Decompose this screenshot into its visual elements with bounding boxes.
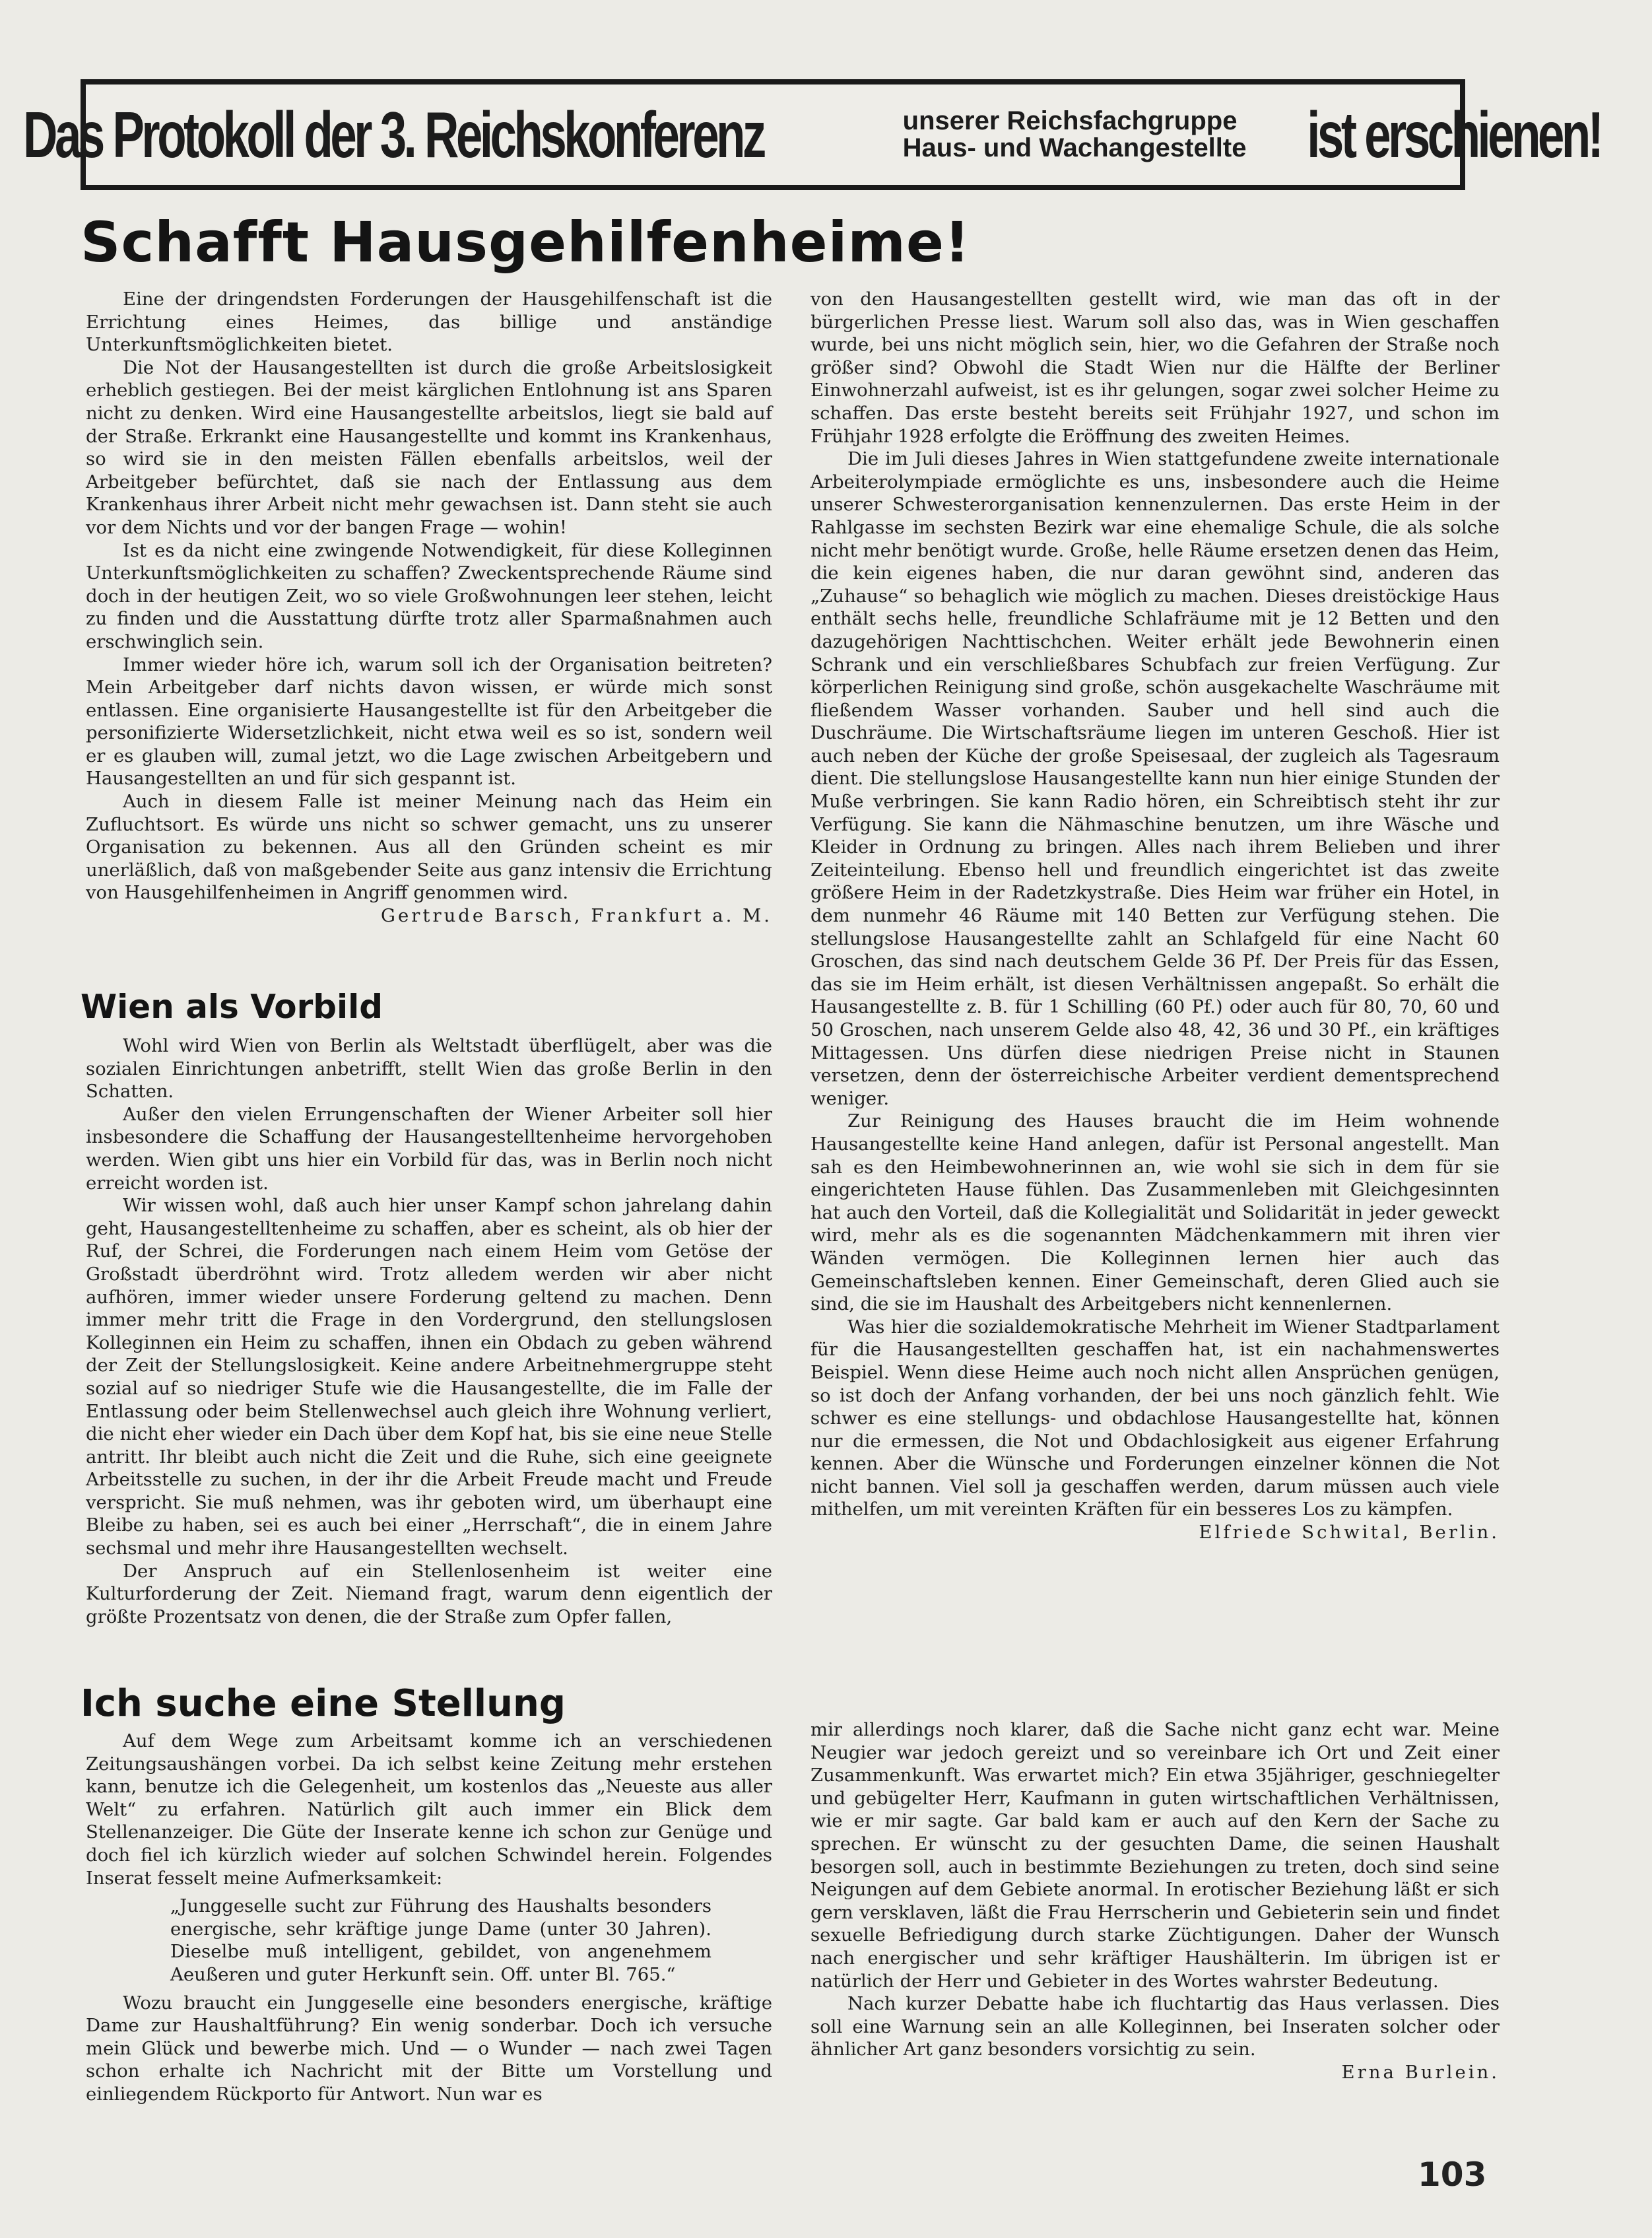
article2-body-right <box>810 288 1500 1544</box>
paragraph: Nach kurzer Debatte habe ich fluchtartig das Haus verlassen. Dies soll eine Warnung sein an alle Kolleginnen, bei Inseraten solcher oder ähnlicher Art ganz besonders vorsichtig zu sein. <box>810 1993 1500 2060</box>
paragraph: Auf dem Wege zum Arbeitsamt komme ich an verschiedenen Zeitungsaushängen vorbei. Da ich selbst keine Zeitung mehr erstehen kann, benutze ich die Gelegenheit, um kostenlos das „Neueste aus aller Welt“ zu erfahren. Natürlich gilt auch immer ein Blick dem Stellenanzeiger. Die Güte der Inserate kenne ich schon zur Genüge und doch fiel ich kürzlich wieder auf solchen Schwindel herein. Folgendes Inserat fesselt meine Aufmerksamkeit: <box>86 1730 772 1889</box>
paragraph: Der Anspruch auf ein Stellenlosenheim ist weiter eine Kulturforderung der Zeit. Niemand fragt, warum denn eigentlich der größte Prozentsatz von denen, die der Straße zum Opfer fallen, <box>86 1560 772 1627</box>
paragraph: Ist es da nicht eine zwingende Notwendigkeit, für diese Kolleginnen Unterkunftsmöglichkeiten zu schaffen? Zweckentsprechende Räume sind doch in der heutigen Zeit, wo so viele Großwohnungen leer stehen, leicht zu finden und die Ausstattung dürfte trotz aller Sparmaßnahmen auch erschwinglich sein. <box>86 539 772 652</box>
article3-title: Ich suche eine Stellung <box>81 1682 566 1725</box>
paragraph: Die im Juli dieses Jahres in Wien stattgefundene zweite internationale Arbeiterolympiade ermöglichte es uns, insbesondere auch die Heime unserer Schwesterorganisation kennenzulernen. Das erste Heim in der Rahlgasse im sechsten Bezirk war eine ehemalige Schule, die als solche nicht mehr benötigt wurde. Große, helle Räume ersetzen denen das Heim, die kein eigenes haben, die nur daran gewöhnt sind, anderen das „Zuhause“ so behaglich wie möglich zu machen. Dieses dreistöckige Haus enthält sechs helle, freundliche Schlafräume mit je 12 Betten und den dazugehörigen Nachttischchen. Weiter erhält jede Bewohnerin einen Schrank und ein verschließbares Schubfach zur freien Verfügung. Zur körperlichen Reinigung sind große, schön ausgekachelte Waschräume mit fließendem Wasser vorhanden. Sauber und hell sind auch die Duschräume. Die Wirtschaftsräume liegen im unteren Geschoß. Hier ist auch neben der Küche der große Speisesaal, der zugleich als Tagesraum dient. Die stellungslose Hausangestellte kann nun hier einige Stunden der Muße verbringen. Sie kann Radio hören, ein Schreibtisch steht ihr zur Verfügung. Sie kann die Nähmaschine benutzen, um ihre Wäsche und Kleider in Ordnung zu bringen. Alles nach ihrem Belieben und ihrer Zeiteinteilung. Ebenso hell und freundlich eingerichtet ist das zweite größere Heim in der Radetzkystraße. Dies Heim war früher ein Hotel, in dem nunmehr 46 Räume mit 140 Betten zur Verfügung stehen. Die stellungslose Hausangestellte zahlt an Schlafgeld für eine Nacht 60 Groschen, das sind nach deutschem Gelde 36 Pf. Der Preis für das Essen, das sie im Heim erhält, ist diesen Verhältnissen angepaßt. So erhält die Hausangestellte z. B. für 1 Schilling (60 Pf.) oder auch für 80, 70, 60 und 50 Groschen, nach unserem Gelde also 48, 42, 36 und 30 Pf., ein kräftiges Mittagessen. Uns dürfen diese niedrigen Preise nicht in Staunen versetzen, denn der österreichische Arbeiter verdient dementsprechend weniger. <box>810 448 1500 1109</box>
banner-subtitle-line1: unserer Reichsfachgruppe <box>902 106 1238 136</box>
quote-text: „Junggeselle sucht zur Führung des Haushalts besonders energische, sehr kräftige junge Dame (unter 30 Jahren). Dieselbe muß intelligent, gebildet, von angenehmem Aeußeren und guter Herkunft sein. Off. unter Bl. 765.“ <box>170 1895 711 1985</box>
paragraph: Auch in diesem Falle ist meiner Meinung nach das Heim ein Zufluchtsort. Es würde uns nicht so schwer gemacht, uns zu unserer Organisation zu bekennen. Aus all den Gründen scheint es mir unerläßlich, daß von maßgebender Seite aus ganz intensiv die Errichtung von Hausgehilfenheimen in Angriff genommen wird. <box>86 791 772 904</box>
article2-signature: Elfriede Schwital, Berlin. <box>1199 1522 1500 1543</box>
paragraph: Wohl wird Wien von Berlin als Weltstadt überflügelt, aber was die sozialen Einrichtungen anbetrifft, stellt Wien das große Berlin in den Schatten. <box>86 1035 772 1102</box>
paragraph: Die Not der Hausangestellten ist durch die große Arbeitslosigkeit erheblich gestiegen. Bei der meist kärglichen Entlohnung ist ans Sparen nicht zu denken. Wird eine Hausangestellte arbeitslos, liegt sie bald auf der Straße. Erkrankt eine Hausangestellte und kommt ins Krankenhaus, so wird sie in den meisten Fällen ebenfalls arbeitslos, weil der Arbeitgeber befürchtet, daß sie nach der Entlassung aus dem Krankenhaus ihrer Arbeit nicht mehr gewachsen ist. Dann steht sie auch vor dem Nichts und vor der bangen Frage — wohin! <box>86 356 772 538</box>
banner-tail: ist erschienen! <box>1307 98 1601 171</box>
article1-title: Schafft Hausgehilfenheime! <box>81 210 971 275</box>
article2-body-left <box>86 1034 772 1628</box>
paragraph: Wir wissen wohl, daß auch hier unser Kampf schon jahrelang dahin geht, Hausangestelltenheime zu schaffen, aber es scheint, als ob hier der Ruf, der Schrei, die Forderungen nach einem Heim vom Getöse der Großstadt überdröhnt wird. Trotz alledem werden wir aber nicht aufhören, immer wieder unsere Forderung geltend zu machen. Denn immer mehr tritt die Frage in den Vordergrund, den stellungslosen Kolleginnen ein Heim zu schaffen, ihnen ein Obdach zu geben während der Zeit der Stellungslosigkeit. Keine andere Arbeitnehmergruppe steht sozial auf so niedriger Stufe wie die Hausangestellte, die im Falle der Entlassung oder beim Stellenwechsel auch gleich ihre Wohnung verliert, die nicht eher wieder ein Dach über dem Kopf hat, bis sie eine neue Stelle antritt. Ihr bleibt auch nicht die Zeit und die Ruhe, sich eine geeignete Arbeitsstelle zu suchen, in der ihr die Arbeit Freude macht und Freude verspricht. Sie muß nehmen, was ihr geboten wird, um überhaupt eine Bleibe zu haben, sei es auch bei einer „Herrschaft“, die in einem Jahre sechsmal und mehr ihre Hausangestellten wechselt. <box>86 1195 772 1559</box>
paragraph: mir allerdings noch klarer, daß die Sache nicht ganz echt war. Meine Neugier war jedoch gereizt und so vereinbare ich Ort und Zeit einer Zusammenkunft. Was erwartet mich? Ein etwa 35jähriger, geschniegelter und gebügelter Herr, Kaufmann in guten wirtschaftlichen Verhältnissen, wie er mir sagte. Gar bald kam er auch auf den Kern der Sache zu sprechen. Er wünscht zu der gesuchten Dame, die seinen Haushalt besorgen soll, auch in bestimmte Beziehungen zu treten, doch sind seine Neigungen auf dem Gebiete anormal. In erotischer Beziehung läßt er sich gern versklaven, läßt die Frau Herrscherin und Gebieterin sein und findet sexuelle Befriedigung durch starke Züchtigungen. Daher der Wunsch nach energischer und sehr kräftiger Haushälterin. Im übrigen ist er natürlich der Herr und Gebieter in des Wortes wahrster Bedeutung. <box>810 1719 1500 1992</box>
banner-subtitle <box>903 108 1247 162</box>
page-number: 103 <box>1418 2155 1487 2194</box>
banner-title: Das Protokoll der 3. Reichskonferenz <box>22 98 764 171</box>
article1-body <box>86 288 772 928</box>
paragraph: Eine der dringendsten Forderungen der Hausgehilfenschaft ist die Errichtung eines Heimes, das billige und anständige Unterkunftsmöglichkeiten bietet. <box>86 288 772 356</box>
article3-body-left <box>86 1730 772 2106</box>
article2-title: Wien als Vorbild <box>81 988 383 1026</box>
banner-subtitle-line2: Haus- und Wachangestellte <box>902 133 1247 162</box>
paragraph: Wozu braucht ein Junggeselle eine besonders energische, kräftige Dame zur Haushaltführung? Ein wenig sonderbar. Doch ich versuche mein Glück und bewerbe mich. Und — o Wunder — nach zwei Tagen schon erhalte ich Nachricht mit der Bitte um Vorstellung und einliegendem Rückporto für Antwort. Nun war es <box>86 1992 772 2105</box>
article3-signature: Erna Burlein. <box>1341 2061 1500 2083</box>
article3-body-right <box>810 1718 1500 2084</box>
classified-ad-quote <box>170 1895 711 1986</box>
paragraph: Zur Reinigung des Hauses braucht die im Heim wohnende Hausangestellte keine Hand anlegen, dafür ist Personal angestellt. Man sah es den Heimbewohnerinnen an, wie wohl sie sich in dem für sie eingerichteten Hause fühlen. Das Zusammenleben mit Gleichgesinnten hat auch den Vorteil, daß die Kollegialität und Solidarität in jeder geweckt wird, mehr als es die sogenannten Mädchenkammern mit ihren vier Wänden vermögen. Die Kolleginnen lernen hier auch das Gemeinschaftsleben kennen. Einer Gemeinschaft, deren Glied auch sie sind, die sie im Haushalt des Arbeitgebers nicht kennenlernen. <box>810 1110 1500 1315</box>
paragraph: Immer wieder höre ich, warum soll ich der Organisation beitreten? Mein Arbeitgeber darf nichts davon wissen, er würde mich sonst entlassen. Eine organisierte Hausangestellte ist für den Arbeitgeber die personifizierte Widersetzlichkeit, nicht etwa weil es so ist, sondern weil er es glauben will, zumal jetzt, wo die Lage zwischen Arbeitgebern und Hausangestellten an und für sich gespannt ist. <box>86 654 772 790</box>
announcement-banner <box>22 79 1601 190</box>
paragraph: Außer den vielen Errungenschaften der Wiener Arbeiter soll hier insbesondere die Schaffung der Hausangestelltenheime hervorgehoben werden. Wien gibt uns hier ein Vorbild für das, was in Berlin noch nicht erreicht worden ist. <box>86 1103 772 1194</box>
paragraph: von den Hausangestellten gestellt wird, wie man das oft in der bürgerlichen Presse liest. Warum soll also das, was in Wien geschaffen wurde, bei uns nicht möglich sein, hier, wo die Gefahren der Straße noch größer sind? Obwohl die Stadt Wien nur die Hälfte der Berliner Einwohnerzahl aufweist, ist es ihr gelungen, sogar zwei solcher Heime zu schaffen. Das erste besteht bereits seit Frühjahr 1927, und schon im Frühjahr 1928 erfolgte die Eröffnung des zweiten Heimes. <box>810 288 1500 447</box>
article1-signature: Gertrude Barsch, Frankfurt a. M. <box>381 905 772 927</box>
paragraph: Was hier die sozialdemokratische Mehrheit im Wiener Stadtparlament für die Hausangestellten geschaffen hat, ist ein nachahmenswertes Beispiel. Wenn diese Heime auch noch nicht allen Ansprüchen genügen, so ist doch der Anfang vorhanden, der bei uns noch gänzlich fehlt. Wie schwer es eine stellungs- und obdachlose Hausangestellte hat, können nur die ermessen, die Not und Obdachlosigkeit aus eigener Erfahrung kennen. Aber die Wünsche und Forderungen einzelner können die Not nicht bannen. Viel soll ja geschaffen werden, darum müssen auch viele mithelfen, um mit vereinten Kräften für ein besseres Los zu kämpfen. <box>810 1316 1500 1520</box>
